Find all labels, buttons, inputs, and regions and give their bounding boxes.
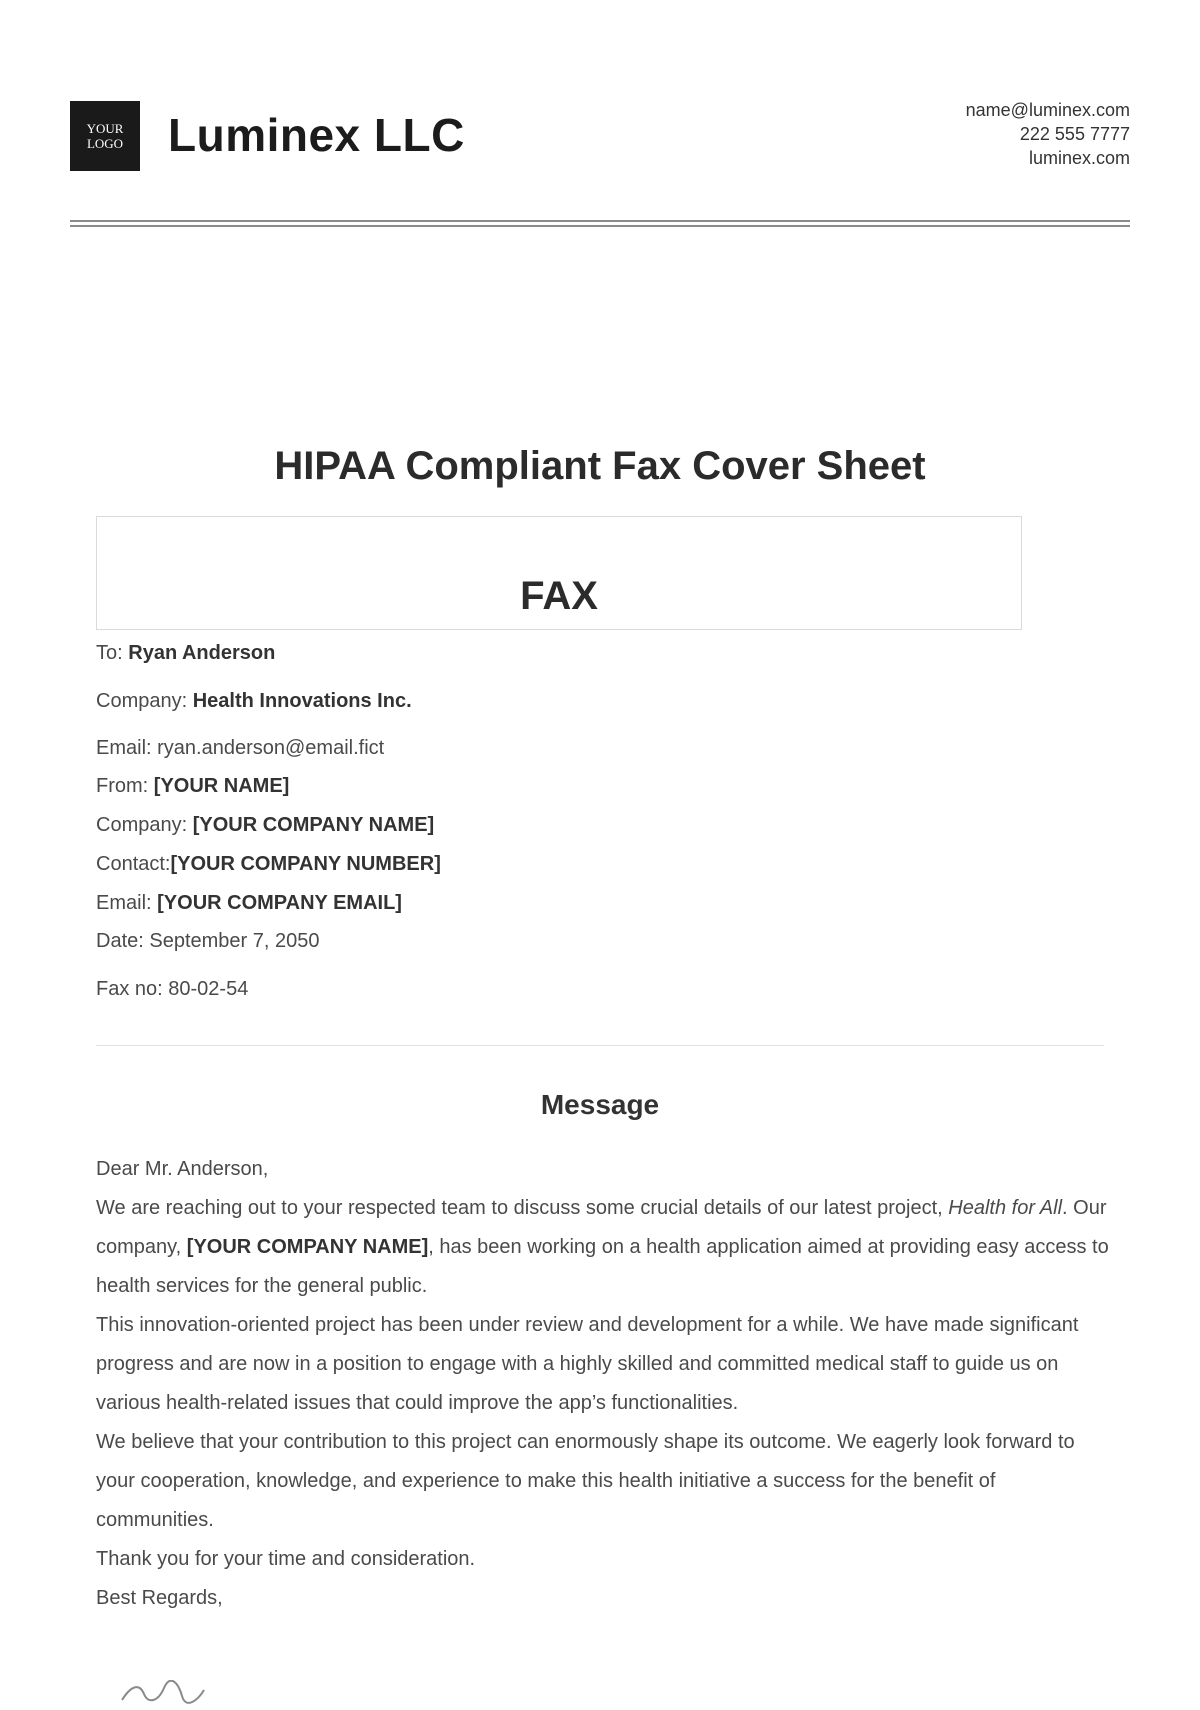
to-label: To:	[96, 642, 123, 664]
from-label: From:	[96, 775, 149, 797]
from-field	[96, 773, 289, 799]
recipient-email-field	[96, 735, 384, 761]
message-paragraph-2: This innovation-oriented project has been under review and development for a while. We have made significant progress and are now in a position to engage with a highly skilled and committed medical staff to guide us on various health-related issues that could improve the app’s functionalities.	[96, 1314, 1079, 1414]
recipient-company-label: Company:	[96, 690, 188, 712]
message-heading: Message	[540, 1089, 660, 1120]
document-title: HIPAA Compliant Fax Cover Sheet	[274, 444, 926, 488]
logo-text-line2: LOGO	[86, 136, 124, 151]
contact-phone: 222 555 7777	[1019, 124, 1130, 144]
contact-block	[966, 98, 1130, 170]
fax-number-value: 80-02-54	[168, 978, 249, 1000]
contact-website[interactable]: luminex.com	[1028, 148, 1130, 168]
logo-text-line1: YOUR	[86, 121, 124, 136]
sender-email-label: Email:	[96, 892, 152, 914]
header-divider-top	[70, 220, 1130, 222]
message-paragraph-4: Thank you for your time and consideration.	[96, 1548, 476, 1570]
recipient-company-value: Health Innovations Inc.	[192, 690, 412, 712]
message-paragraph-1	[96, 1189, 1116, 1306]
company-name: Luminex LLC	[168, 109, 465, 161]
contact-email[interactable]: name@luminex.com	[965, 100, 1130, 120]
recipient-email-value[interactable]: ryan.anderson@email.fict	[157, 737, 385, 759]
to-value: Ryan Anderson	[128, 642, 276, 664]
message-body	[96, 1150, 1116, 1618]
p1-intro: We are reaching out to your respected team to discuss some crucial details of our latest project,	[96, 1197, 943, 1219]
fax-number-field	[96, 976, 248, 1002]
p1-end: , has been working on a health application aimed at providing easy access to health services for the general public.	[96, 1236, 1109, 1297]
header-divider-bottom	[70, 225, 1130, 227]
to-field	[96, 640, 275, 666]
p1-company-placeholder: [YOUR COMPANY NAME]	[186, 1236, 429, 1258]
sender-contact-value: [YOUR COMPANY NUMBER]	[170, 853, 441, 875]
sender-email-field	[96, 890, 402, 916]
date-field	[96, 928, 320, 954]
signature-image	[118, 1680, 258, 1710]
p1-mid: . Our company,	[96, 1197, 1107, 1258]
sender-company-value: [YOUR COMPANY NAME]	[192, 814, 435, 836]
from-value: [YOUR NAME]	[153, 775, 290, 797]
fax-box	[96, 516, 1022, 630]
message-greeting: Dear Mr. Anderson,	[96, 1158, 269, 1180]
company-logo	[70, 101, 140, 171]
message-closing: Best Regards,	[96, 1587, 223, 1609]
date-value: September 7, 2050	[149, 930, 320, 952]
sender-email-value: [YOUR COMPANY EMAIL]	[157, 892, 402, 914]
fax-label: FAX	[520, 574, 598, 618]
signature-scribble-icon	[118, 1680, 258, 1704]
sender-company-field	[96, 812, 434, 838]
recipient-company-field	[96, 688, 412, 714]
recipient-email-label: Email:	[96, 737, 152, 759]
project-name: Health for All	[948, 1197, 1063, 1219]
fax-number-label: Fax no:	[96, 978, 163, 1000]
sender-company-label: Company:	[96, 814, 188, 836]
date-label: Date:	[96, 930, 144, 952]
sender-contact-label: Contact:	[96, 853, 171, 875]
message-paragraph-3: We believe that your contribution to this project can enormously shape its outcome. We eagerly look forward to your cooperation, knowledge, and experience to make this health initiative a success for the benefit of communities.	[96, 1431, 1075, 1531]
section-divider	[96, 1045, 1104, 1046]
sender-contact-field	[96, 851, 441, 877]
